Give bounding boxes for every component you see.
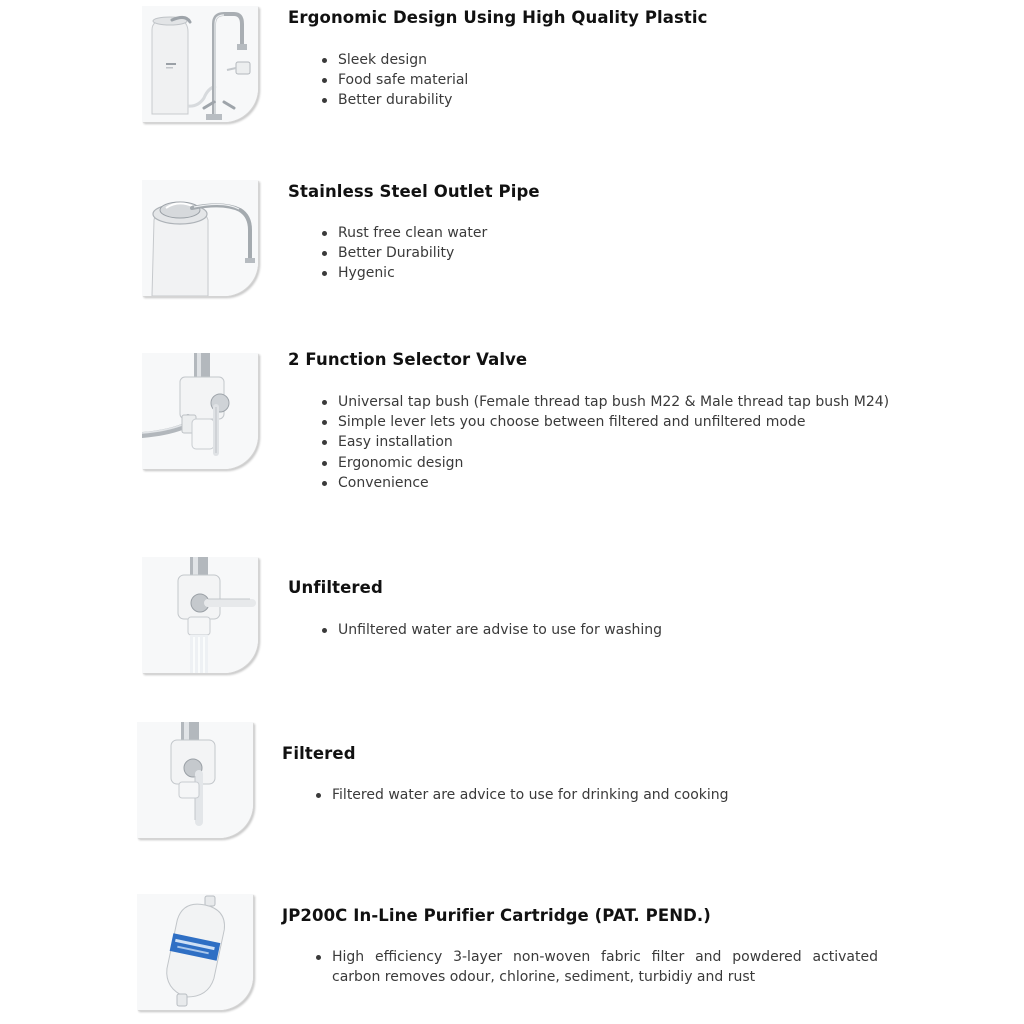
valve-filtered-illustration: [137, 722, 253, 838]
selector-valve-image: [142, 353, 258, 469]
feature-bullet-list: [316, 947, 878, 987]
list-item: Rust free clean water: [322, 223, 487, 243]
list-item: Sleek design: [322, 50, 468, 70]
list-item: Hygenic: [322, 263, 487, 283]
list-item: Unfiltered water are advise to use for washing: [322, 620, 662, 640]
list-item: Better durability: [322, 90, 468, 110]
outlet-pipe-image: [142, 180, 258, 296]
feature-bullet-list: [322, 620, 662, 640]
feature-bullet-list: [322, 392, 889, 493]
valve-unfiltered-illustration: [142, 557, 258, 673]
valve-unfiltered-mode-image: [142, 557, 258, 673]
inline-cartridge-image: [137, 894, 253, 1010]
inline-cartridge-illustration: [137, 894, 253, 1010]
list-item: Simple lever lets you choose between filtered and unfiltered mode: [322, 412, 889, 432]
list-item: Filtered water are advice to use for drinking and cooking: [316, 785, 729, 805]
countertop-filter-illustration: [142, 6, 258, 122]
feature-title: 2 Function Selector Valve: [288, 350, 528, 369]
feature-title: Filtered: [282, 744, 356, 763]
valve-filtered-mode-image: [137, 722, 253, 838]
list-item: Convenience: [322, 473, 889, 493]
feature-title: Stainless Steel Outlet Pipe: [288, 182, 540, 201]
selector-valve-illustration: [142, 353, 258, 469]
feature-bullet-list: [316, 785, 729, 805]
feature-bullet-list: [322, 50, 468, 111]
countertop-filter-with-faucet-image: [142, 6, 258, 122]
list-item: Ergonomic design: [322, 453, 889, 473]
outlet-pipe-illustration: [142, 180, 258, 296]
list-item: Food safe material: [322, 70, 468, 90]
list-item: High efficiency 3-layer non-woven fabric filter and powdered activated carbon removes odour, chlorine, sediment, turbidiy and rust: [316, 947, 878, 987]
feature-title: JP200C In-Line Purifier Cartridge (PAT. PEND.): [282, 906, 711, 925]
feature-title: Unfiltered: [288, 578, 383, 597]
feature-title: Ergonomic Design Using High Quality Plastic: [288, 8, 708, 27]
list-item: Universal tap bush (Female thread tap bush M22 & Male thread tap bush M24): [322, 392, 889, 412]
list-item: Better Durability: [322, 243, 487, 263]
list-item: Easy installation: [322, 432, 889, 452]
feature-bullet-list: [322, 223, 487, 284]
